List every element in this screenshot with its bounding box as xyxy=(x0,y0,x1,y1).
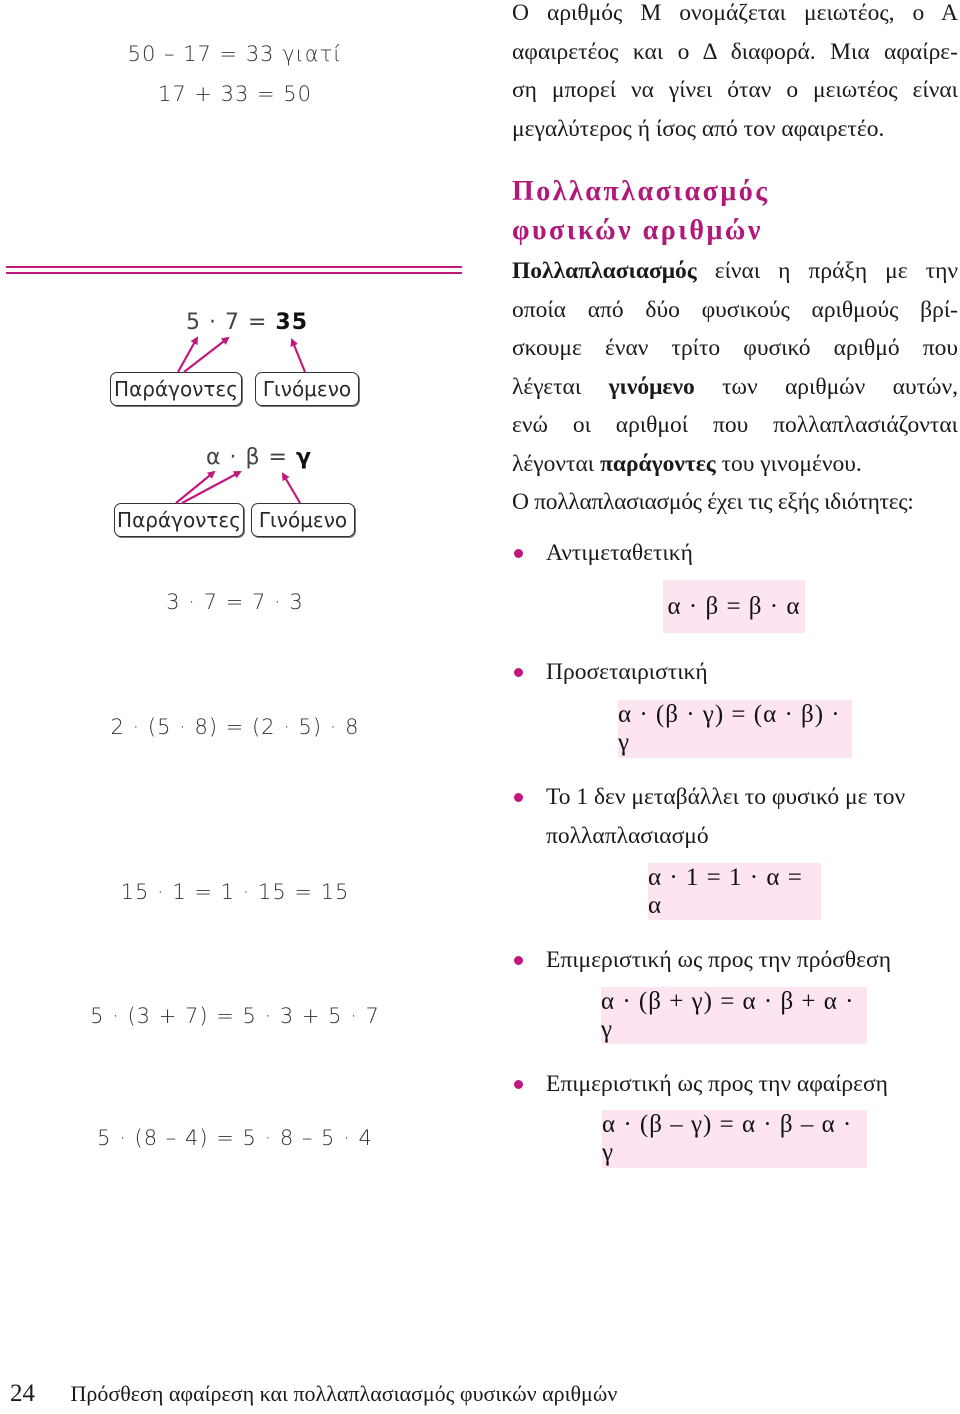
heading-line: φυσικών αριθμών xyxy=(512,215,763,246)
product-label: Γινόμενο xyxy=(258,508,348,532)
property-label: Επιμεριστική ως προς την πρόσθεση xyxy=(546,947,891,973)
arrow-to-factor xyxy=(178,338,197,372)
margin-example: 3 · 7 = 7 · 3 xyxy=(166,590,304,614)
intro-paragraph xyxy=(512,0,958,148)
eq-result: γ xyxy=(295,445,312,470)
text-line xyxy=(512,252,958,291)
eq-left: α · β = xyxy=(206,445,288,470)
text-line: σκουμε έναν τρίτο φυσικό αριθμό που xyxy=(512,335,958,361)
diagram-arrows xyxy=(0,0,470,560)
bullet-icon xyxy=(514,668,523,677)
arrow-to-factor xyxy=(182,472,240,503)
text-line: ενώ οι αριθμοί που πολλαπλασιάζονται xyxy=(512,412,958,438)
arrow-to-product xyxy=(283,474,300,503)
text-line: Ο πολλαπλασιασμός έχει τις εξής ιδιότητες: xyxy=(512,489,914,515)
formula-associative: α · (β · γ) = (α · β) · γ xyxy=(618,701,841,756)
bullet-icon xyxy=(514,956,523,965)
formula-box xyxy=(618,700,852,758)
term-multiplication: Πολλαπλασιασμός xyxy=(512,258,697,284)
product-label: Γινόμενο xyxy=(262,377,352,401)
label-line: πολλαπλασιασμό xyxy=(546,822,709,849)
text-fragment: του γινομένου. xyxy=(715,450,862,477)
definition-paragraph xyxy=(512,252,958,522)
property-label: Προσεταιριστική xyxy=(546,659,708,685)
formula-distributive-sub: α · (β – γ) = α · β – α · γ xyxy=(602,1111,853,1166)
page-number: 24 xyxy=(10,1380,35,1407)
text-fragment: λέγεται xyxy=(512,373,609,400)
heading-line: Πολλαπλασιασμός xyxy=(512,176,770,207)
text-line: οποία από δύο φυσικούς αριθμούς βρί- xyxy=(512,296,958,323)
arrow-to-product xyxy=(292,340,305,372)
term-product: γινόμενο xyxy=(608,373,695,400)
factors-label: Παράγοντες xyxy=(117,508,241,532)
arrow-to-factor xyxy=(176,472,214,503)
arrow-to-factor xyxy=(184,338,228,372)
formula-box xyxy=(663,580,805,633)
footer-title: Πρόσθεση αφαίρεση και πολλαπλασιασμός φυσικών αριθμών xyxy=(70,1381,618,1406)
bullet-icon xyxy=(514,793,523,802)
formula-box xyxy=(601,987,867,1044)
formula-distributive-add: α · (β + γ) = α · β + α · γ xyxy=(601,987,855,1043)
section-heading xyxy=(512,172,952,250)
text-line xyxy=(512,368,958,407)
text-line: Ο αριθμός Μ ονομάζεται μειωτέος, ο Α xyxy=(512,0,958,26)
margin-note-line: 50 – 17 = 33 γιατί xyxy=(127,42,343,66)
text-line: αφαιρετέος και ο Δ διαφορά. Μια αφαίρε- xyxy=(512,38,958,65)
margin-example: 2 · (5 · 8) = (2 · 5) · 8 xyxy=(110,715,360,739)
property-label: Επιμεριστική ως προς την αφαίρεση xyxy=(546,1071,888,1097)
formula-box xyxy=(602,1110,867,1168)
text-line: μεγαλύτερος ή ίσος από τον αφαιρετέο. xyxy=(512,115,885,142)
text-fragment: των αριθμών αυτών, xyxy=(694,373,958,400)
margin-note-line: 17 + 33 = 50 xyxy=(157,82,313,106)
property-label: Αντιμεταθετική xyxy=(546,540,693,566)
term-factors: παράγοντες xyxy=(599,450,716,477)
margin-example: 5 · (8 – 4) = 5 · 8 – 5 · 4 xyxy=(97,1126,373,1150)
text-line: ση μπορεί να γίνει όταν ο μειωτέος είναι xyxy=(512,77,958,103)
bullet-icon xyxy=(514,549,523,558)
text-fragment: λέγονται xyxy=(512,450,600,477)
text-line xyxy=(512,445,958,484)
label-line: Το 1 δεν μεταβάλλει το φυσικό με τον xyxy=(546,784,906,810)
eq-result: 35 xyxy=(275,310,309,335)
formula-box xyxy=(648,863,821,920)
formula-identity: α · 1 = 1 · α = α xyxy=(648,863,803,919)
page-footer xyxy=(10,1380,950,1408)
margin-example: 5 · (3 + 7) = 5 · 3 + 5 · 7 xyxy=(90,1004,380,1028)
factors-label: Παράγοντες xyxy=(114,377,238,401)
bullet-icon xyxy=(514,1080,523,1089)
eq-left: 5 · 7 = xyxy=(186,310,268,335)
margin-example: 15 · 1 = 1 · 15 = 15 xyxy=(120,880,350,904)
property-label xyxy=(546,778,960,855)
text-fragment: είναι η πράξη με την xyxy=(696,258,958,284)
formula-commutative: α · β = β · α xyxy=(667,592,801,620)
